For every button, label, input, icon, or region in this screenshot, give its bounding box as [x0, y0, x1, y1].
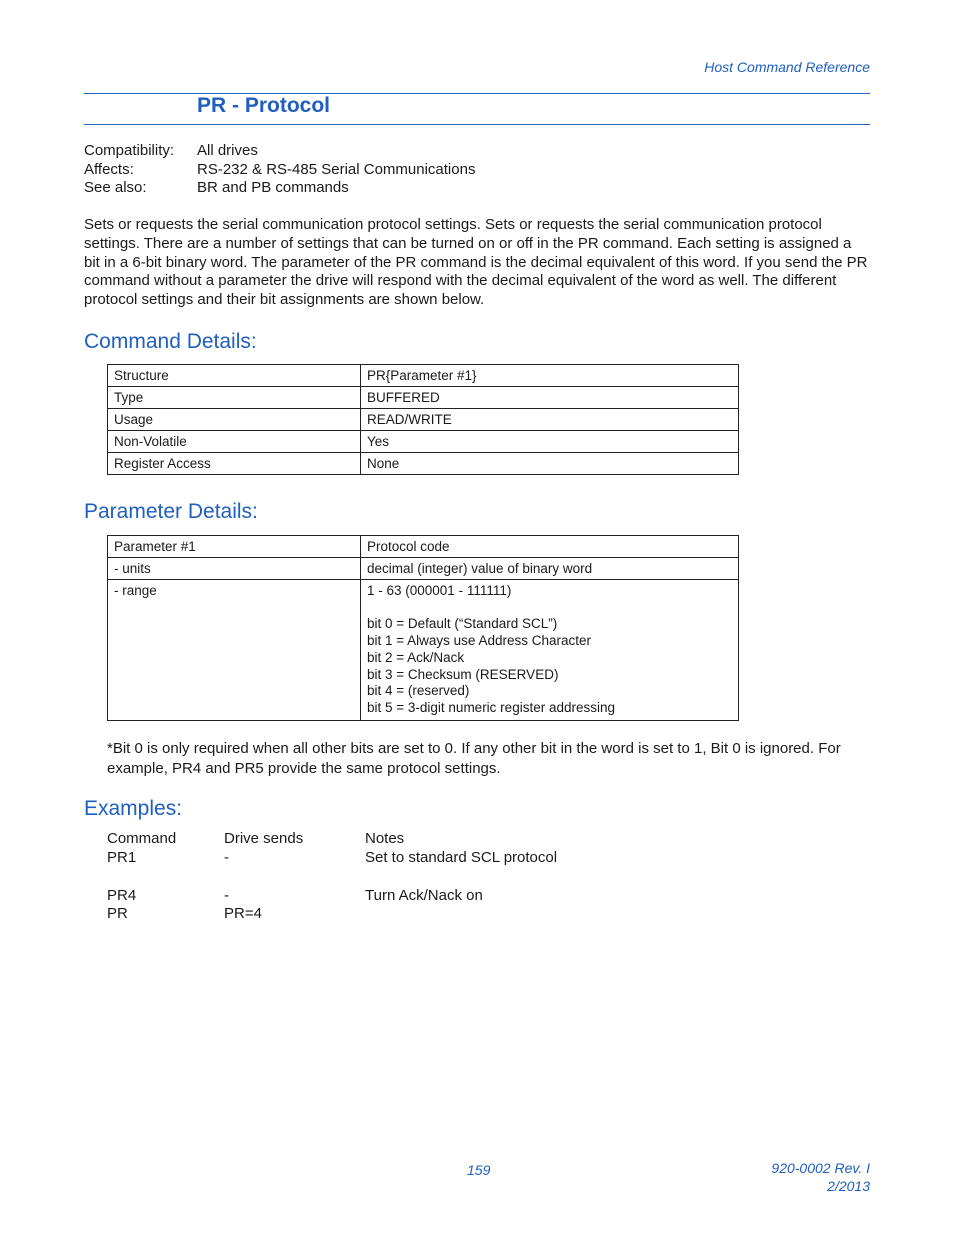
example-row: [107, 887, 557, 906]
range-value: 1 - 63 (000001 - 111111): [367, 583, 512, 598]
meta-label: See also:: [84, 179, 147, 196]
example-notes: Turn Ack/Nack on: [365, 886, 483, 904]
table-row: [108, 580, 739, 721]
table-row: [108, 453, 739, 475]
parameter-details-heading: Parameter Details:: [84, 500, 258, 523]
table-cell: decimal (integer) value of binary word: [361, 558, 739, 580]
table-cell: None: [361, 453, 739, 475]
bit-line: bit 5 = 3-digit numeric register addressing: [367, 699, 615, 715]
spacer: [107, 867, 557, 887]
bit-line: bit 3 = Checksum (RESERVED): [367, 666, 559, 682]
bit-line: bit 4 = (reserved): [367, 683, 470, 699]
meta-value: RS-232 & RS-485 Serial Communications: [197, 160, 476, 178]
table-cell: Protocol code: [361, 536, 739, 558]
meta-row-compatibility: [84, 142, 475, 161]
table-cell: Yes: [361, 431, 739, 453]
page-title: PR - Protocol: [197, 94, 331, 117]
examples-block: [107, 830, 557, 924]
example-command: PR: [107, 905, 128, 922]
table-cell: Non-Volatile: [108, 431, 361, 453]
meta-value: BR and PB commands: [197, 179, 349, 196]
command-details-heading: Command Details:: [84, 330, 257, 353]
table-cell: READ/WRITE: [361, 409, 739, 431]
table-row: [108, 387, 739, 409]
table-row: [108, 409, 739, 431]
spacer: [367, 600, 732, 617]
example-row: [107, 849, 557, 868]
table-cell: Type: [108, 387, 361, 409]
example-command: PR4: [107, 886, 137, 904]
doc-date: 2/2013: [827, 1178, 870, 1194]
table-cell: Register Access: [108, 453, 361, 475]
meta-value: All drives: [197, 142, 258, 159]
meta-block: [84, 142, 475, 198]
bit-line: bit 2 = Ack/Nack: [367, 649, 465, 665]
example-drive-sends: -: [224, 848, 229, 866]
parameter-details-table: [107, 535, 739, 721]
document-revision: [771, 1159, 870, 1195]
table-cell: BUFFERED: [361, 387, 739, 409]
table-row: [108, 431, 739, 453]
meta-label: Affects:: [84, 160, 134, 178]
example-drive-sends: PR=4: [224, 905, 262, 922]
examples-header: Drive sends: [224, 830, 304, 847]
example-row: [107, 905, 557, 924]
table-row: [108, 558, 739, 580]
table-cell: Parameter #1: [108, 536, 361, 558]
title-bottom-rule: [84, 124, 870, 125]
table-row: [108, 365, 739, 387]
bit-line: bit 0 = Default (“Standard SCL”): [367, 616, 558, 632]
meta-row-affects: [84, 161, 475, 180]
intro-paragraph: Sets or requests the serial communication protocol settings. Sets or requests the serial communication protocol settings. There are a number of settings that can be turned on or off in the PR command. Each setting is assigned a bit in a 6-bit binary word. The parameter of the PR command is the decimal equivalent of this word. If you send the PR command without a parameter the drive will respond with the decimal equivalent of the word as well. The different protocol settings and their bit assignments are shown below.: [84, 216, 868, 309]
meta-label: Compatibility:: [84, 142, 175, 159]
examples-header: Command: [107, 830, 177, 847]
footnote: *Bit 0 is only required when all other bits are set to 0. If any other bit in the word is set to 1, Bit 0 is ignored. For example, PR4 and PR5 provide the same protocol settings.: [107, 740, 841, 777]
table-cell: Usage: [108, 409, 361, 431]
bit-line: bit 1 = Always use Address Character: [367, 633, 591, 649]
examples-header: Notes: [365, 830, 405, 847]
doc-number: 920-0002 Rev. I: [771, 1160, 870, 1176]
command-details-table: [107, 364, 739, 475]
example-notes: Set to standard SCL protocol: [365, 848, 558, 866]
page-number: 159: [467, 1162, 491, 1178]
examples-header-row: [107, 830, 557, 849]
example-command: PR1: [107, 848, 137, 866]
table-row: [108, 536, 739, 558]
table-cell: - range: [108, 580, 361, 721]
table-cell: Structure: [108, 365, 361, 387]
example-drive-sends: -: [224, 886, 229, 904]
examples-heading: Examples:: [84, 797, 183, 820]
meta-row-see-also: [84, 179, 475, 198]
table-cell: PR{Parameter #1}: [361, 365, 739, 387]
range-cell: [361, 580, 739, 721]
running-head: Host Command Reference: [704, 59, 870, 75]
table-cell: - units: [108, 558, 361, 580]
